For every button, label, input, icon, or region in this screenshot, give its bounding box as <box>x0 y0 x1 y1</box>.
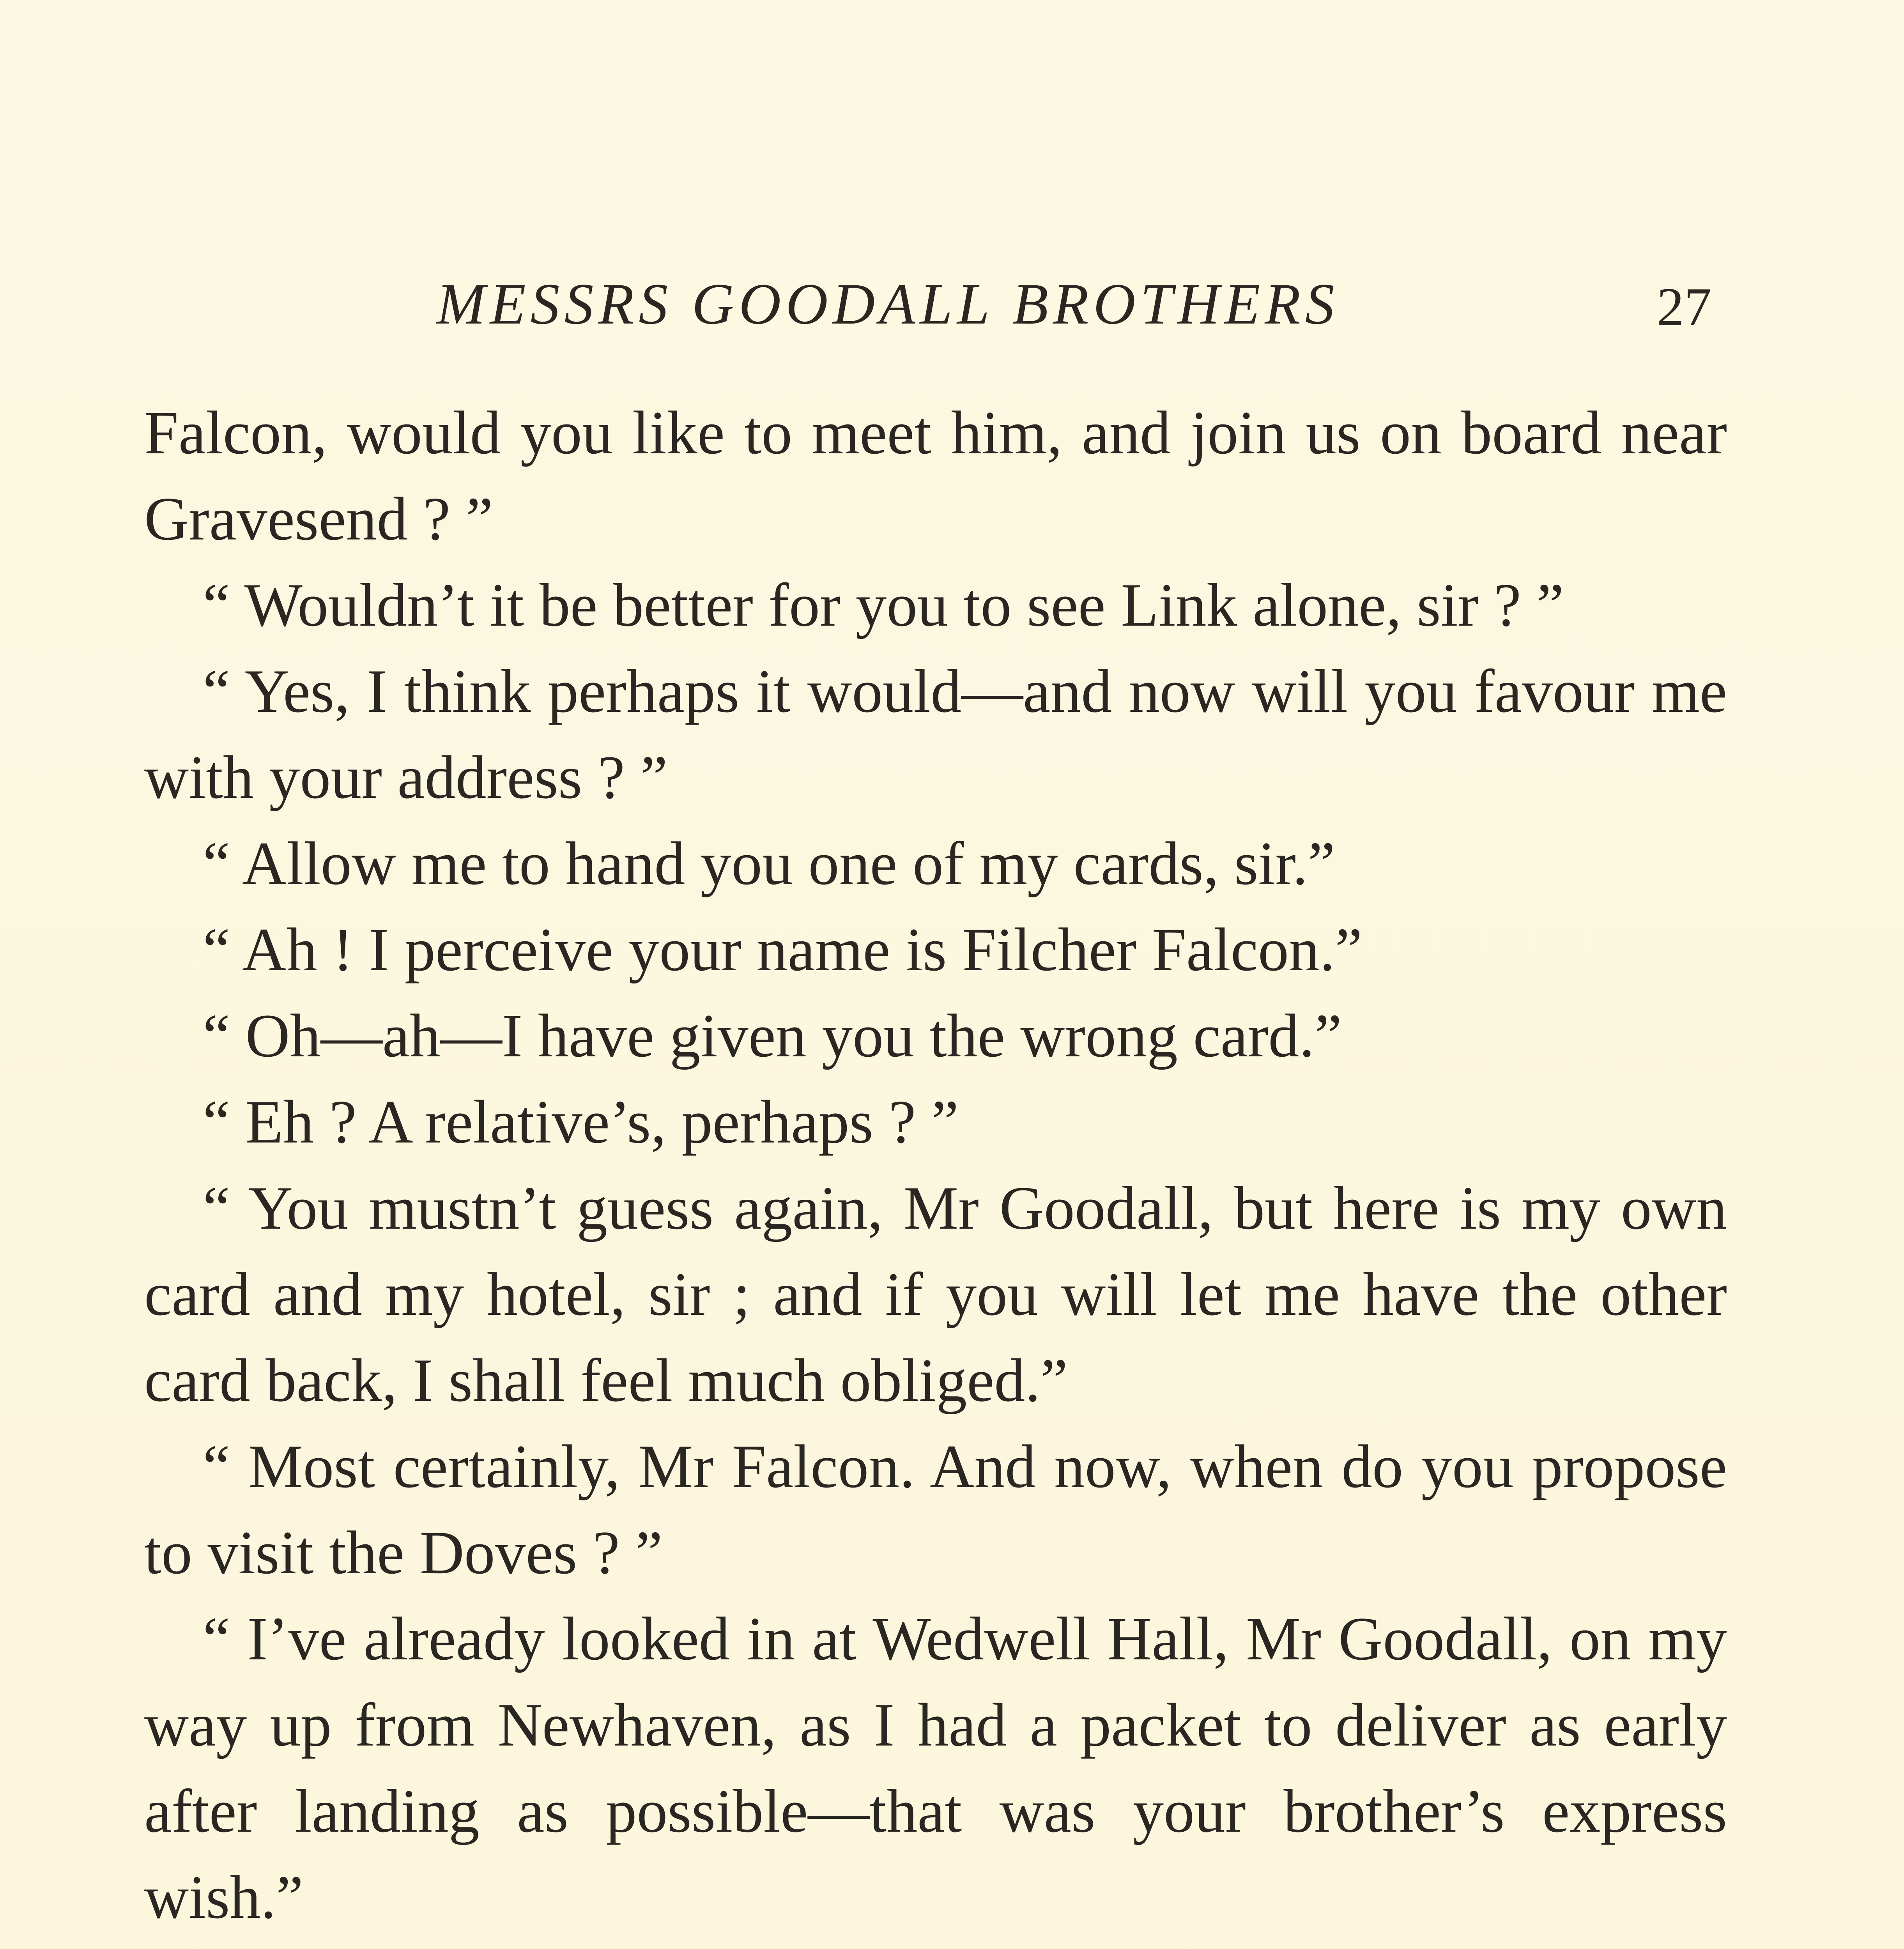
paragraph: “ Wouldn’t it be better for you to see Link alone, sir ? ” <box>203 571 1564 639</box>
paragraph: “ Yes, I think perhaps it would—and now will you favour me with your address ? ” <box>144 657 1727 812</box>
body-text <box>144 390 1727 1949</box>
paragraph <box>144 1940 1727 1949</box>
paragraph: “ Allow me to hand you one of my cards, sir.” <box>203 829 1335 898</box>
paragraph: “ Most certainly, Mr Falcon. And now, when do you propose to visit the Doves ? ” <box>144 1433 1727 1587</box>
page-number: 27 <box>1657 277 1711 337</box>
paragraph: “ Ah ! I perceive your name is Filcher Falcon.” <box>203 916 1363 984</box>
running-head <box>0 265 1904 351</box>
paragraph: Falcon, would you like to meet him, and join us on board near Gravesend ? ” <box>144 399 1727 553</box>
paragraph: “ Eh ? A relative’s, perhaps ? ” <box>203 1088 959 1156</box>
paragraph: “ Oh—ah—I have given you the wrong card.” <box>203 1002 1342 1070</box>
paragraph: “ You mustn’t guess again, Mr Goodall, but here is my own card and my hotel, sir ; and if you will let me have the other card back, I shall feel much obliged.” <box>144 1174 1727 1415</box>
running-title: MESSRS GOODALL BROTHERS <box>437 272 1339 336</box>
paragraph: “ I’ve already looked in at Wedwell Hall, Mr Goodall, on my way up from Newhaven, as I had a packet to deliver as early after landing as possible—that was your brother’s express wish.” <box>144 1605 1727 1931</box>
